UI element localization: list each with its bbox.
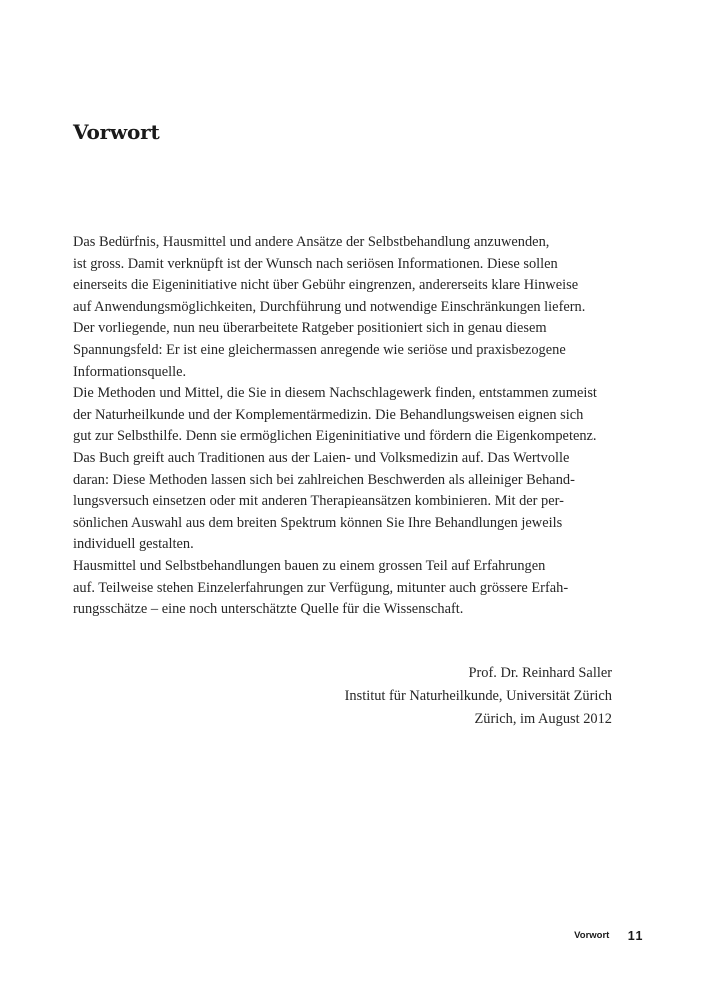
body-line: Spannungsfeld: Er ist eine gleichermassen anregende wie seriöse und praxisbezogene — [73, 341, 566, 358]
body-line: daran: Diese Methoden lassen sich bei zahlreichen Beschwerden als alleiniger Behand- — [73, 471, 575, 488]
body-line: Hausmittel und Selbstbehandlungen bauen zu einem grossen Teil auf Erfahrungen — [73, 557, 546, 574]
body-line: rungsschätze – eine noch unterschätzte Quelle für die Wissenschaft. — [73, 601, 464, 618]
body-line: Der vorliegende, nun neu überarbeitete Ratgeber positioniert sich in genau diesem — [73, 320, 547, 337]
body-line: auf. Teilweise stehen Einzelerfahrungen zur Verfügung, mitunter auch grössere Erfah- — [73, 579, 569, 596]
running-head: Vorwort — [574, 930, 610, 942]
place-date: Zürich, im August 2012 — [474, 711, 612, 727]
page-title: Vorwort — [73, 120, 160, 144]
body-line: der Naturheilkunde und der Komplementärmedizin. Die Behandlungsweisen eignen sich — [73, 406, 584, 423]
author-institution: Institut für Naturheilkunde, Universität Zürich — [344, 688, 612, 704]
body-line: Das Bedürfnis, Hausmittel und andere Ansätze der Selbstbehandlung anzuwenden, — [73, 234, 550, 250]
body-line: einerseits die Eigeninitiative nicht über Gebühr eingrenzen, andererseits klare Hinweise — [73, 277, 579, 294]
page-footer — [574, 927, 644, 945]
foreword-body — [73, 232, 653, 621]
body-line: ist gross. Damit verknüpft ist der Wunsch nach seriösen Informationen. Diese sollen — [73, 255, 558, 272]
body-line: auf Anwendungsmöglichkeiten, Durchführung und notwendige Einschränkungen liefern. — [73, 298, 586, 315]
body-line: lungsversuch einsetzen oder mit anderen Therapieansätzen kombinieren. Mit der per- — [73, 493, 564, 510]
body-line: Informationsquelle. — [73, 363, 187, 380]
body-line: gut zur Selbsthilfe. Denn sie ermöglichen Eigeninitiative und fördern die Eigenkompetenz. — [73, 428, 597, 445]
page-number: 11 — [627, 928, 644, 943]
author-name: Prof. Dr. Reinhard Saller — [468, 665, 612, 681]
body-line: individuell gestalten. — [73, 536, 194, 553]
body-line: sönlichen Auswahl aus dem breiten Spektrum können Sie Ihre Behandlungen jeweils — [73, 514, 563, 531]
signature-block — [345, 662, 612, 731]
body-line: Das Buch greift auch Traditionen aus der Laien- und Volksmedizin auf. Das Wertvolle — [73, 449, 570, 466]
body-line: Die Methoden und Mittel, die Sie in diesem Nachschlagewerk finden, entstammen zumeist — [73, 385, 597, 402]
